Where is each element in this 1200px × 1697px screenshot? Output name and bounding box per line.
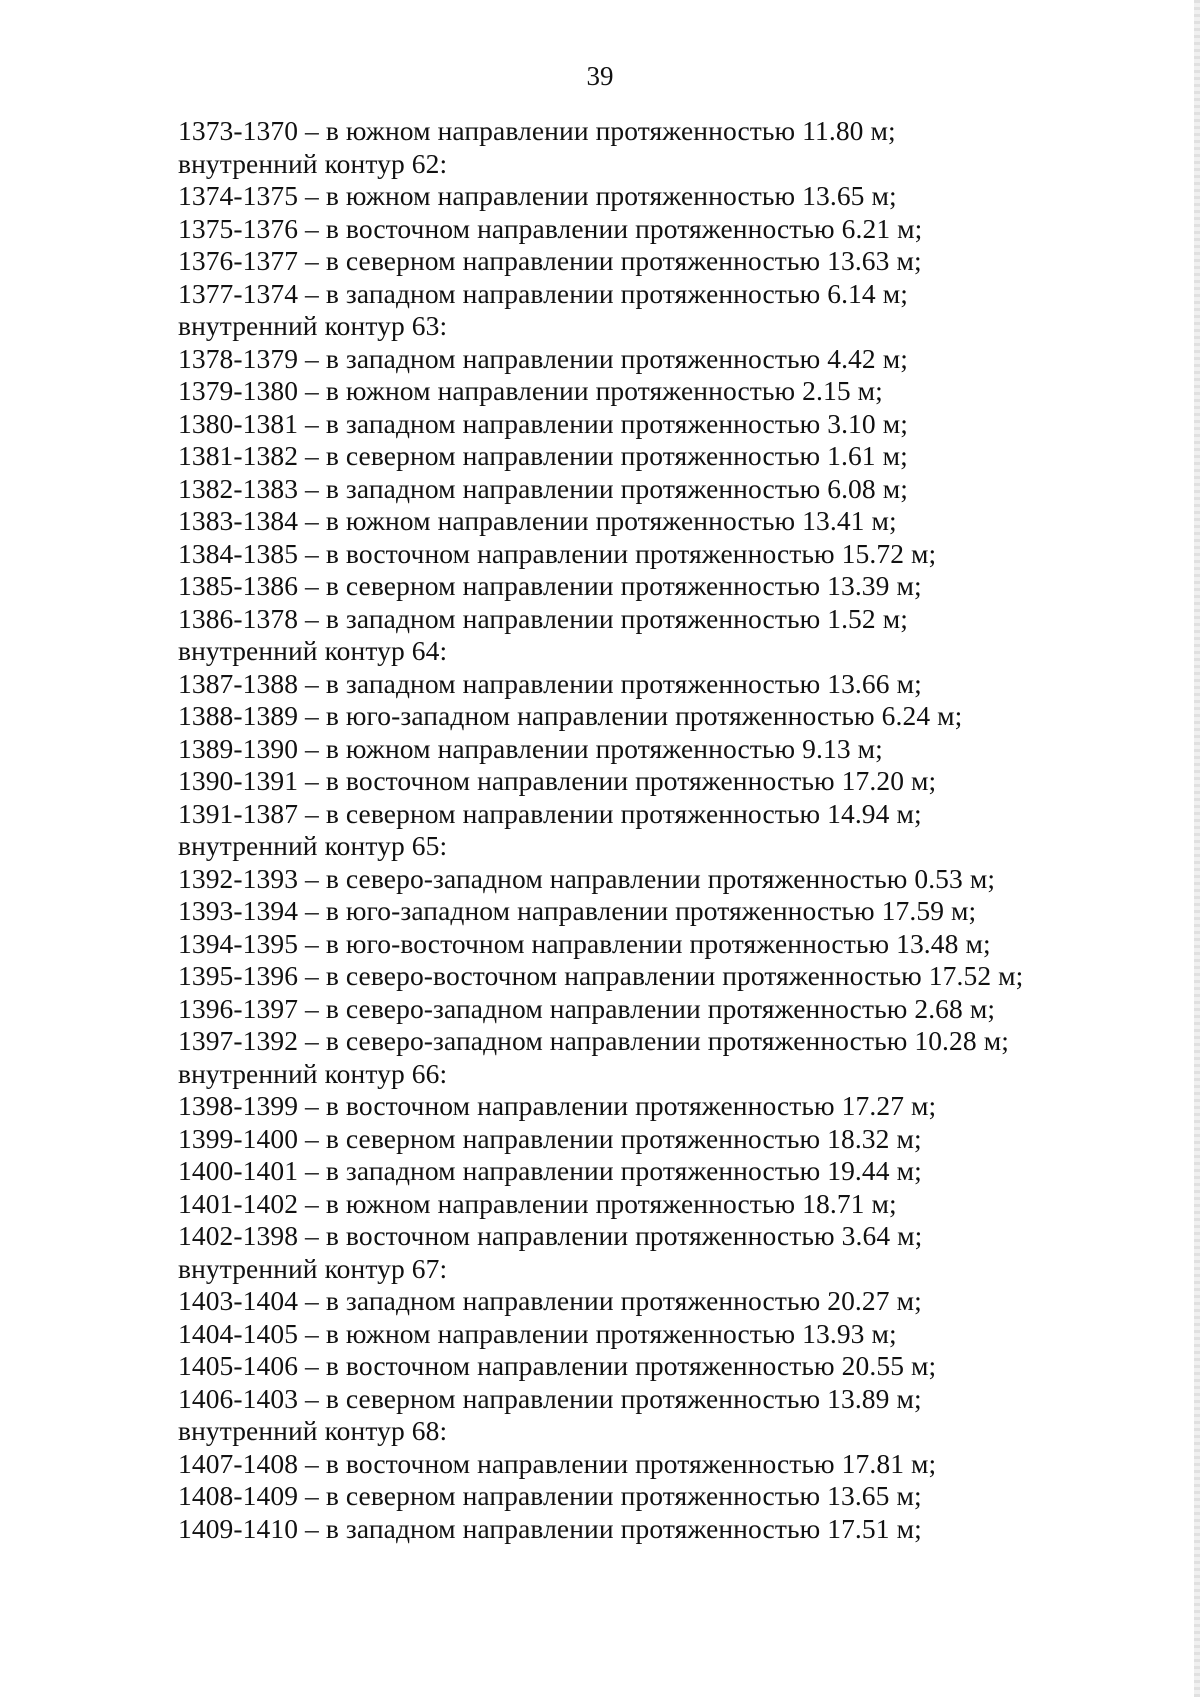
segment-line: 1400-1401 – в западном направлении протяженностью 19.44 м; [178, 1155, 922, 1186]
segment-line: 1403-1404 – в западном направлении протяженностью 20.27 м; [178, 1285, 922, 1316]
segment-line: 1377-1374 – в западном направлении протяженностью 6.14 м; [178, 277, 908, 309]
page-number: 39 [586, 61, 614, 91]
segment-line: 1381-1382 – в северном направлении протяженностью 1.61 м; [178, 440, 908, 471]
segment-line: 1386-1378 – в западном направлении протяженностью 1.52 м; [178, 602, 908, 634]
segment-line: 1402-1398 – в восточном направлении протяженностью 3.64 м; [178, 1220, 923, 1251]
segment-line: 1393-1394 – в юго-западном направлении протяженностью 17.59 м; [178, 895, 977, 926]
segment-line: 1408-1409 – в северном направлении протяженностью 13.65 м; [178, 1480, 922, 1511]
contour-heading: внутренний контур 62: [178, 147, 448, 179]
segment-line: 1379-1380 – в южном направлении протяженностью 2.15 м; [178, 375, 883, 406]
segment-line: 1392-1393 – в северо-западном направлении протяженностью 0.53 м; [178, 862, 996, 894]
segment-line: 1382-1383 – в западном направлении протяженностью 6.08 м; [178, 472, 908, 504]
contour-heading: внутренний контур 63: [178, 310, 448, 341]
scan-edge [1194, 0, 1200, 1697]
contour-heading: внутренний контур 64: [178, 635, 448, 666]
segment-line: 1383-1384 – в южном направлении протяженностью 13.41 м; [178, 505, 897, 536]
segment-line: 1384-1385 – в восточном направлении протяженностью 15.72 м; [178, 537, 937, 569]
contour-heading: внутренний контур 66: [178, 1057, 448, 1089]
segment-line: 1389-1390 – в южном направлении протяженностью 9.13 м; [178, 732, 883, 764]
segment-line: 1395-1396 – в северо-восточном направлении протяженностью 17.52 м; [178, 960, 1024, 991]
segment-line: 1397-1392 – в северо-западном направлении протяженностью 10.28 м; [178, 1025, 1009, 1056]
segment-line: 1376-1377 – в северном направлении протяженностью 13.63 м; [178, 245, 922, 276]
segment-line: 1387-1388 – в западном направлении протяженностью 13.66 м; [178, 667, 922, 699]
segment-line: 1375-1376 – в восточном направлении протяженностью 6.21 м; [178, 212, 923, 244]
contour-heading: внутренний контур 68: [178, 1415, 448, 1446]
segment-line: 1399-1400 – в северном направлении протяженностью 18.32 м; [178, 1122, 922, 1154]
segment-line: 1405-1406 – в восточном направлении протяженностью 20.55 м; [178, 1350, 937, 1381]
segment-line: 1401-1402 – в южном направлении протяженностью 18.71 м; [178, 1187, 897, 1219]
segment-line: 1409-1410 – в западном направлении протяженностью 17.51 м; [178, 1512, 922, 1544]
segment-line: 1390-1391 – в восточном направлении протяженностью 17.20 м; [178, 765, 937, 796]
segment-line: 1398-1399 – в восточном направлении протяженностью 17.27 м; [178, 1090, 937, 1121]
segment-line: 1394-1395 – в юго-восточном направлении протяженностью 13.48 м; [178, 927, 991, 959]
segment-line: 1374-1375 – в южном направлении протяженностью 13.65 м; [178, 180, 897, 211]
segment-line: 1388-1389 – в юго-западном направлении протяженностью 6.24 м; [178, 700, 963, 731]
contour-heading: внутренний контур 65: [178, 830, 448, 861]
segment-line: 1407-1408 – в восточном направлении протяженностью 17.81 м; [178, 1447, 937, 1479]
segment-line: 1391-1387 – в северном направлении протяженностью 14.94 м; [178, 797, 922, 829]
boundary-description-list [178, 115, 1108, 1545]
segment-line: 1406-1403 – в северном направлении протяженностью 13.89 м; [178, 1382, 922, 1414]
segment-line: 1380-1381 – в западном направлении протяженностью 3.10 м; [178, 407, 908, 439]
segment-line: 1404-1405 – в южном направлении протяженностью 13.93 м; [178, 1317, 897, 1349]
segment-line: 1373-1370 – в южном направлении протяженностью 11.80 м; [178, 115, 896, 146]
contour-heading: внутренний контур 67: [178, 1252, 448, 1284]
segment-line: 1385-1386 – в северном направлении протяженностью 13.39 м; [178, 570, 922, 601]
segment-line: 1378-1379 – в западном направлении протяженностью 4.42 м; [178, 342, 908, 374]
segment-line: 1396-1397 – в северо-западном направлении протяженностью 2.68 м; [178, 992, 996, 1024]
